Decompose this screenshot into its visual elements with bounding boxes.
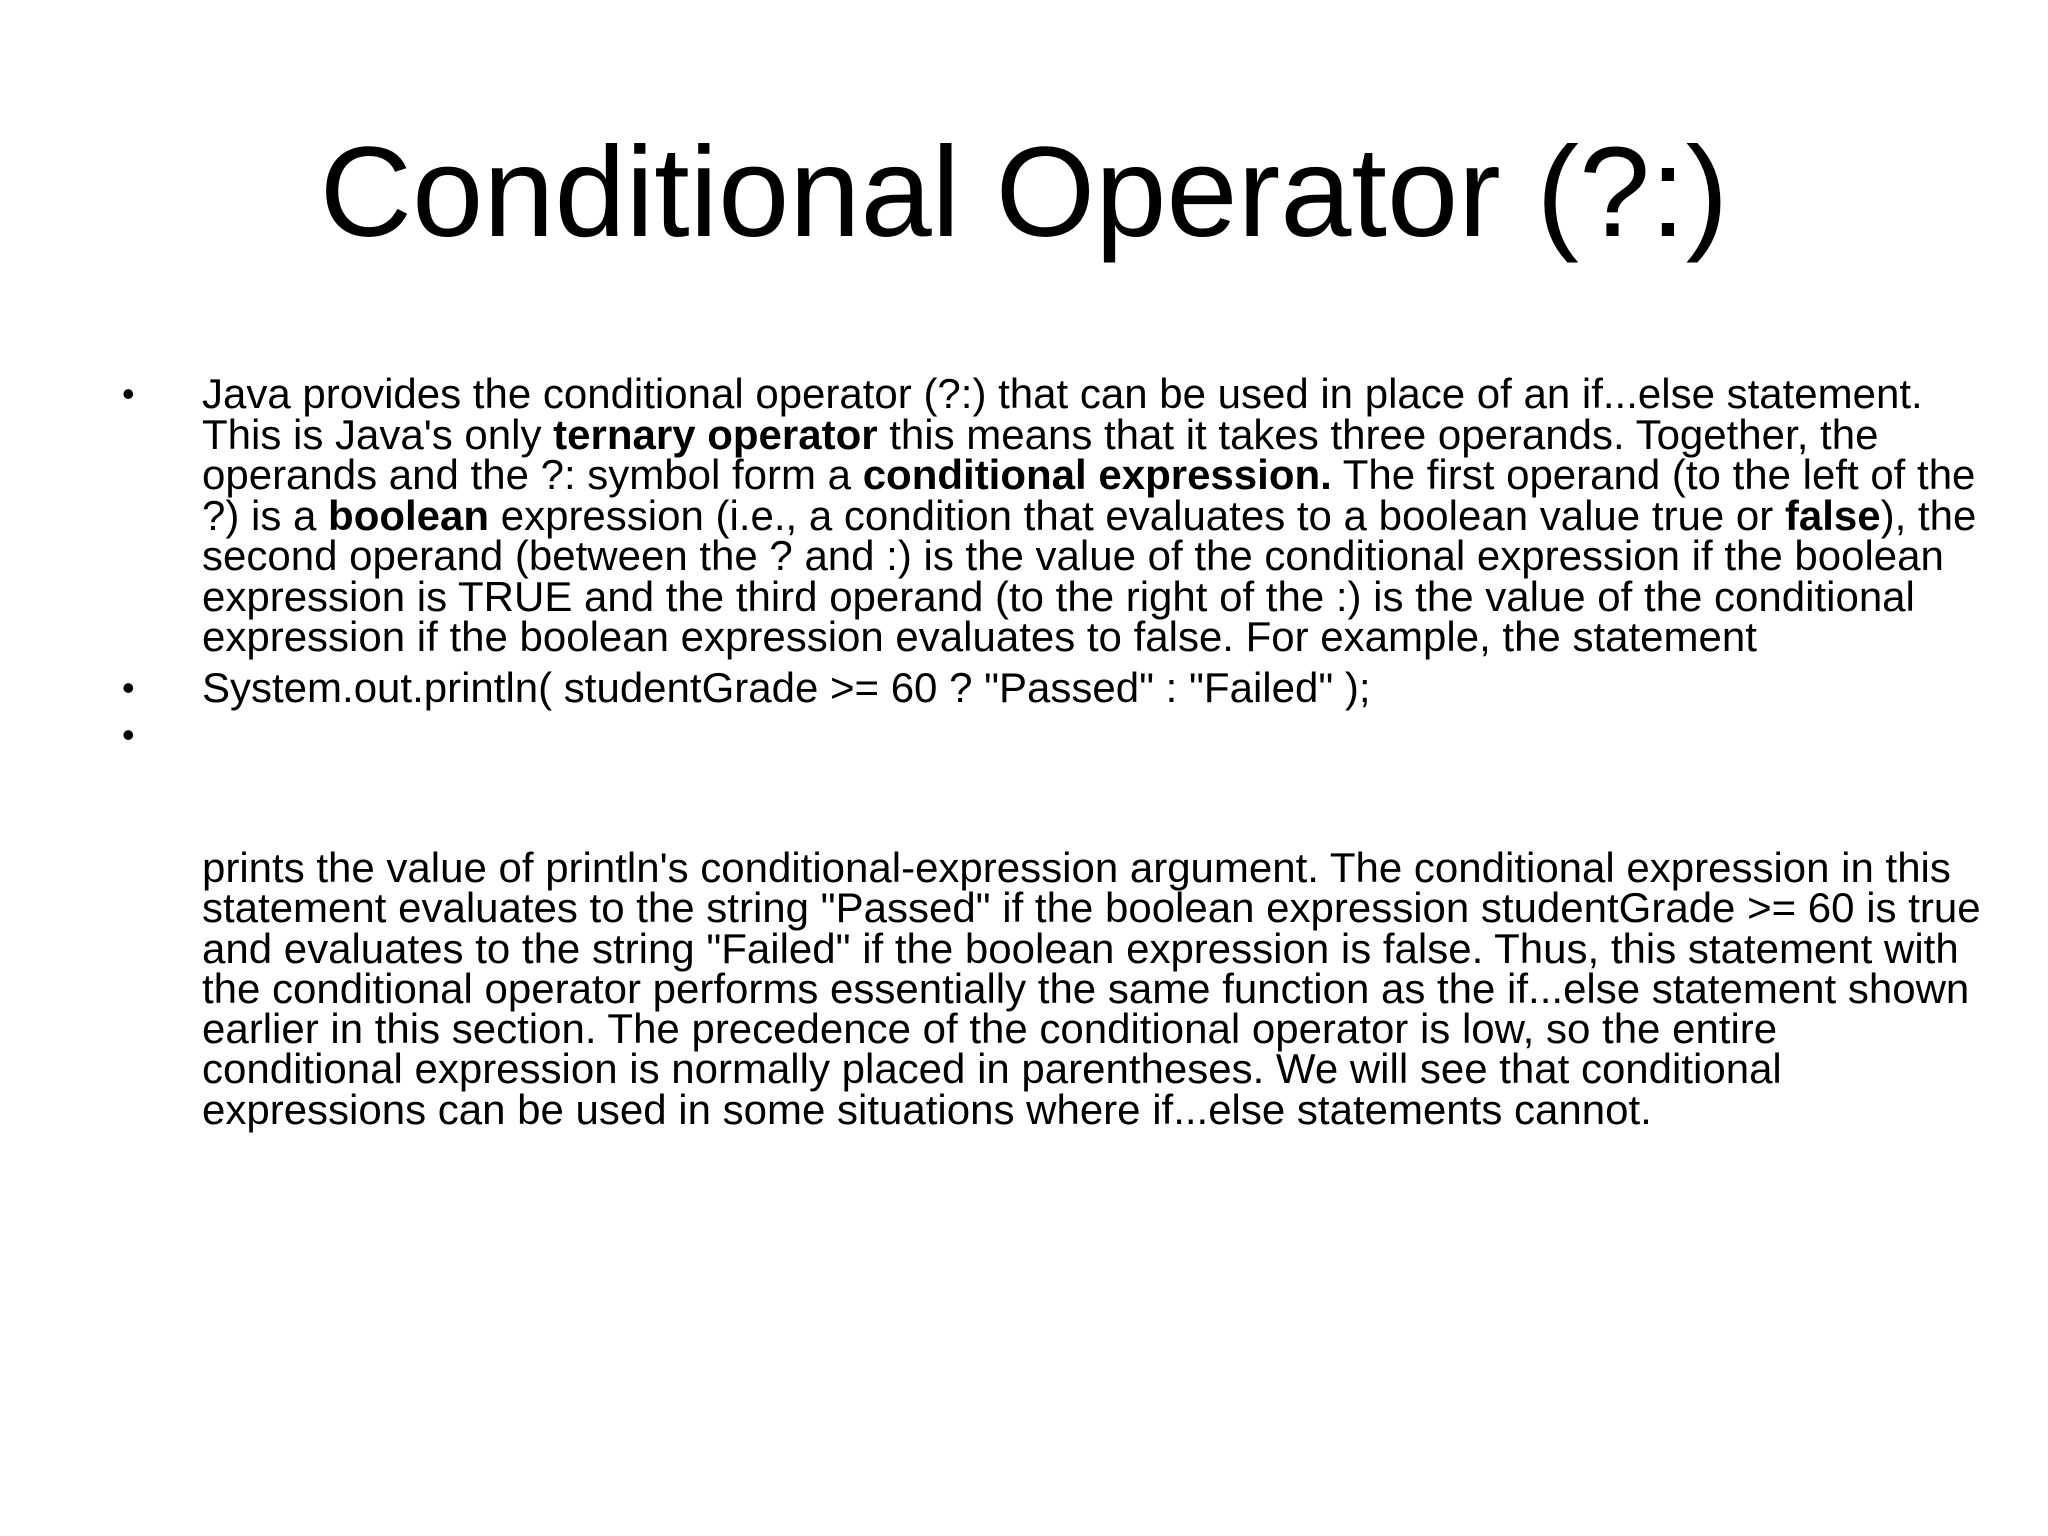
bullet-list: [0, 370, 2048, 755]
code-example-text: System.out.println( studentGrade >= 60 ? "Passed" : "Failed" );: [202, 663, 1371, 711]
text-run: The first operand (to the left of the ?) is a: [202, 451, 1976, 539]
bullet-item-code-example: [0, 663, 1982, 711]
explanation-paragraph: prints the value of println's conditional-expression argument. The conditional expression in this statement evaluates to the string "Passed" if the boolean expression studentGrade >= 60 is true and evaluates to the string "Failed" if the boolean expression is false. Thus, this statement with the conditional operator performs essentially the same function as the if...else statement shown earlier in this section. The precedence of the conditional operator is low, so the entire conditional expression is normally placed in parentheses. We will see that conditional expressions can be used in some situations where if...else statements cannot.: [202, 844, 1981, 1133]
bold-term-boolean: boolean: [328, 491, 490, 539]
text-run: ), the second operand (between the ? and :) is the value of the conditional expression if the boolean expression is TRUE and the third operand (to the right of the :) is the value of the conditional expression if the boolean expression evaluates to false. For example, the statement: [202, 491, 1977, 660]
bullet-item-empty: [0, 715, 1982, 755]
bullet-marker: •: [122, 666, 135, 708]
bold-term-ternary-operator: ternary operator: [553, 410, 878, 458]
text-run: expression (i.e., a condition that evaluates to a boolean value true or: [489, 491, 1785, 539]
slide-title: Conditional Operator (?:): [319, 121, 1729, 264]
bullet-marker: •: [122, 714, 135, 755]
bullet-text: [202, 370, 1976, 660]
text-run: Java provides the conditional operator (?:) that can be used in place of an if...else statement. This is Java's only: [202, 370, 1923, 458]
bullet-item-description: [0, 370, 1982, 660]
bold-term-false: false: [1784, 491, 1881, 539]
bullet-marker: •: [122, 373, 135, 414]
text-run: this means that it takes three operands. Together, the operands and the ?: symbol form a: [202, 410, 1879, 498]
bold-term-conditional-expression: conditional expression.: [862, 451, 1332, 498]
